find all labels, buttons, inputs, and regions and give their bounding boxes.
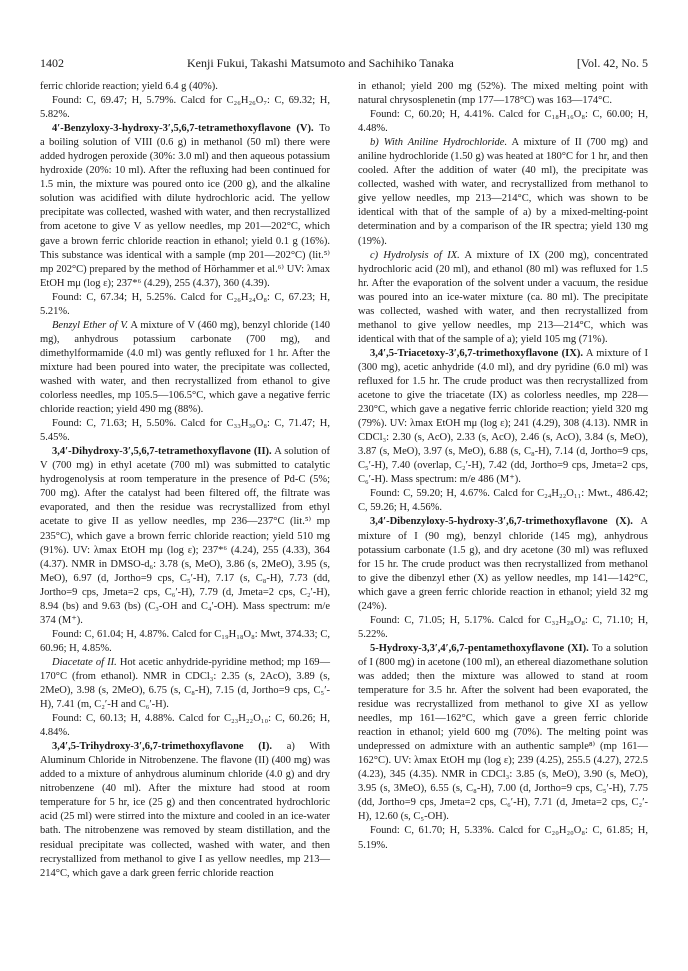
subsection-paragraph (40, 319, 330, 417)
paragraph-body: To a boiling solution of VIII (0.6 g) in methanol (50 ml) there were added hydrogen peroxide (30%: 3.0 ml) and then aqueous potassium hydroxide (20%: 10 ml). After the refluxing had been continued for 1.5 min, the mixture was poured onto ice (200 g), and the alkaline solution was acidified with dilute hydrochloric acid. The yellow precipitate was collected, washed with water, and then recrystallized from acetone to give V as yellow needles, mp 201—202°C, which gave a brown ferric chloride reaction in ethanol; yield 0.1 g (16%). This substance was identical with a sample (mp 201—202°C) (lit.⁵⁾ mp 202°C) prepared by the method of Hörhammer et al.⁶⁾ UV: λmax EtOH mμ (log ε); 237*⁶ (4.29), 255 (4.37), 360 (4.39). (40, 123, 330, 289)
compound-heading: 3,4′,5-Triacetoxy-3′,6,7-trimethoxyflavone (IX). (370, 347, 583, 359)
paragraph-body: A mixture of II (700 mg) and aniline hydrochloride (1.50 g) was heated at 180°C for 1 hr, and then cooled. After the addition of water (40 ml), the precipitate was collected, washed with water, and recrystallized from methanol to give yellow needles, mp 213—214°C, which was shown to be identical with that of the sample of a) by a mixed-melting-point determination and by a comparison of the IR spectra; yield 130 mg (19%). (358, 137, 648, 247)
compound-paragraph (358, 347, 648, 487)
compound-heading: 3,4′,5-Trihydroxy-3′,6,7-trimethoxyflavone (I). (52, 741, 273, 753)
paragraph-body: A solution of V (700 mg) in ethyl acetate (700 ml) was submitted to catalytic hydrogenolysis at room temperature in the presence of Pd-C (5%; 700 mg). After the catalyst had been filtered off, the filtrate was evaporated, and then the residue was recrystallized from ethyl acetate to give II as yellow needles, mp 236—237°C (lit.⁵⁾ mp 235°C), which gave a brown ferric chloride reaction; yield 510 mg (91%). UV: λmax EtOH mμ (log ε); 237*⁶ (4.24), 255 (4.33), 364 (4.37). NMR in DMSO-d₆: 3.78 (s, MeO), 3.86 (s, 2MeO), 3.95 (s, MeO), 6.97 (d, Jortho=9 cps, C₅′-H), 7.17 (s, C₈-H), 7.73 (dd, Jortho=9 cps, Jmeta=2 cps, C₆′-H), 7.79 (d, Jmeta=2 cps, C₂′-H), 8.94 (bs) and 9.63 (bs) (C₃-OH and C₄′-OH). Mass spectrum: m/e 374 (M⁺). (40, 446, 330, 626)
subsection-paragraph (358, 249, 648, 347)
compound-paragraph (40, 122, 330, 291)
paragraph-body: A mixture of I (300 mg), acetic anhydride (4.0 ml), and dry pyridine (6.0 ml) was refluxed for 1.5 hr. The crude product was then recrystallized from acetone to give the triacetate (IX) as colorless needles, mp 228—230°C, which gave a negative ferric chloride reaction; yield 320 mg (79%). UV: λmax EtOH mμ (log ε); 241 (4.29), 308 (4.13). NMR in CDCl₃: 2.30 (s, AcO), 2.33 (s, AcO), 2.46 (s, AcO), 3.84 (s, MeO), 3.87 (s, MeO), 3.97 (s, MeO), 6.88 (s, C₈-H), 7.14 (d, Jortho=9 cps, C₅′-H), 7.40 (overlap, C₂′-H), 7.42 (dd, Jortho=9 cps, Jmeta=2 cps, C₆′-H). Mass spectrum: m/e 486 (M⁺). (358, 347, 648, 486)
analysis-paragraph: Found: C, 61.70; H, 5.33%. Calcd for C₂₀H₂₀O₈: C, 61.85; H, 5.19%. (358, 825, 648, 851)
subsection-heading: Diacetate of II. (52, 656, 117, 668)
compound-heading: 3,4′-Dihydroxy-3′,5,6,7-tetramethoxyflavone (II). (52, 446, 272, 458)
analysis-paragraph: Found: C, 69.47; H, 5.79%. Calcd for C₂₆H₂₆O₇: C, 69.32; H, 5.82%. (40, 95, 330, 121)
compound-heading: 5-Hydroxy-3,3′,4′,6,7-pentamethoxyflavone (XI). (370, 642, 589, 654)
compound-paragraph (358, 515, 648, 613)
right-column (358, 80, 648, 853)
subsection-heading: b) With Aniline Hydrochloride. (370, 137, 508, 149)
paragraph: ferric chloride reaction; yield 6.4 g (40%). (40, 81, 218, 92)
subsection-paragraph (358, 136, 648, 248)
subsection-paragraph (40, 656, 330, 712)
paragraph-body: Hot acetic anhydride-pyridine method; mp 169—170°C (from ethanol). NMR in CDCl₃: 2.35 (s, 2AcO), 3.89 (s, 2MeO), 3.98 (s, 2MeO), 6.75 (s, C₈-H), 7.15 (d, Jortho=9 cps, C₅′-H), 7.41 (m, C₂′-H and C₆′-H). (40, 656, 331, 711)
paragraph-body: A mixture of IX (200 mg), concentrated hydrochloric acid (20 ml), and ethanol (80 ml) was refluxed for 1.5 hr. After the evaporation of the solvent under a vacuum, the residue was poured into an ice-water mixture (ca. 80 ml). The precipitate was collected, washed with water, and then recrystallized from methanol to give yellow needles, mp 213—214°C, which was identical with that of the sample of a); yield 105 mg (71%). (358, 249, 649, 345)
paragraph-body: A mixture of V (460 mg), benzyl chloride (140 mg), anhydrous potassium carbonate (700 mg), and dimethylformamide (4.0 ml) was gently refluxed for 1 hr. After the mixture had been poured into water, the precipitate was collected, washed with water, and then recrystallized from ethanol to give colorless needles, mp 105.5—106.5°C, which gave a negative ferric chloride reaction; yield 490 mg (88%). (40, 319, 330, 416)
analysis-paragraph: Found: C, 71.63; H, 5.50%. Calcd for C₃₃H₃₀O₈: C, 71.47; H, 5.45%. (40, 418, 330, 444)
compound-paragraph (40, 740, 330, 880)
page-number: 1402 (40, 56, 64, 70)
header-volume: [Vol. 42, No. 5 (576, 56, 648, 70)
left-column (40, 80, 330, 881)
analysis-paragraph: Found: C, 60.20; H, 4.41%. Calcd for C₁₈H₁₆O₈: C, 60.00; H, 4.48%. (358, 109, 648, 135)
header-authors: Kenji Fukui, Takashi Matsumoto and Sachihiko Tanaka (187, 56, 454, 70)
analysis-paragraph: Found: C, 59.20; H, 4.67%. Calcd for C₂₄H₂₂O₁₁: Mwt., 486.42; C, 59.26; H, 4.56%. (358, 488, 648, 514)
compound-paragraph (358, 642, 648, 825)
paragraph-body: a) With Aluminum Chloride in Nitrobenzene. The flavone (II) (400 mg) was added to a mixture of anhydrous aluminum chloride (4.0 g) and dry nitrobenzene (40 ml). After the mixture had stood at room temperature for 5 hr, ice (25 g) and then concentrated hydrochloric acid (25 ml) were stirred into the mixture and cooled in an ice-water bath. The nitrobenzene was removed by steam distillation, and the residual precipitate was collected, washed with water, and then recrystallized from methanol to give I as yellow needles, mp 213—214°C, which gave a dark green ferric chloride reaction (40, 741, 330, 879)
analysis-paragraph: Found: C, 61.04; H, 4.87%. Calcd for C₁₉H₁₈O₈: Mwt, 374.33; C, 60.96; H, 4.85%. (40, 628, 330, 654)
paragraph: in ethanol; yield 200 mg (52%). The mixed melting point with natural chrysosplenetin (mp 177—178°C) was 163—174°C. (358, 81, 648, 107)
compound-paragraph (40, 445, 330, 628)
analysis-paragraph: Found: C, 67.34; H, 5.25%. Calcd for C₂₆H₂₄O₈: C, 67.23; H, 5.21%. (40, 291, 330, 317)
compound-heading: 4′-Benzyloxy-3-hydroxy-3′,5,6,7-tetramethoxyflavone (V). (52, 123, 314, 135)
compound-heading: 3,4′-Dibenzyloxy-5-hydroxy-3′,6,7-trimethoxyflavone (X). (370, 516, 633, 528)
analysis-paragraph: Found: C, 71.05; H, 5.17%. Calcd for C₃₂H₂₈O₈: C, 71.10; H, 5.22%. (358, 614, 648, 640)
paragraph-body: A mixture of I (90 mg), benzyl chloride (145 mg), anhydrous potassium carbonate (1.5 g), and dry acetone (30 ml) was refluxed for 15 hr. The crude product was then recrystallized from methanol to give the dibenzyl ether (X) as yellow needles, mp 141—142°C, which gave a green ferric chloride reaction in ethanol; yield 32 mg (24%). (358, 516, 648, 612)
running-header (40, 56, 648, 74)
subsection-heading: Benzyl Ether of V. (52, 319, 129, 331)
analysis-paragraph: Found: C, 60.13; H, 4.88%. Calcd for C₂₃H₂₂O₁₀: C, 60.26; H, 4.84%. (40, 713, 330, 739)
subsection-heading: c) Hydrolysis of IX. (370, 249, 460, 261)
paragraph-body: To a solution of I (800 mg) in acetone (100 ml), an ethereal diazomethane solution was added; then the mixture was allowed to stand at room temperature for 3.5 hr. After the solvent had been evaporated, the residue was recrystallized from methanol to give XI as yellow needles, mp 161—162°C, which gave a green ferric chloride reaction in ethanol; yield 600 mg (70%). The melting point was undepressed on admixture with an authentic sample⁸⁾ (mp 161—162°C). UV: λmax EtOH mμ (log ε); 239 (4.25), 255.5 (4.27), 272.5 (4.23), 345 (4.35). NMR in CDCl₃: 3.85 (s, MeO), 3.90 (s, MeO), 3.95 (s, 3MeO), 6.55 (s, C₈-H), 7.00 (d, Jortho=9 cps, C₅′-H), 7.75 (dd, Jortho=9 cps, Jmeta=2 cps, C₆′-H), 7.71 (d, Jmeta=2 cps, C₂′-H), 12.60 (s, C₅-OH). (358, 642, 648, 823)
